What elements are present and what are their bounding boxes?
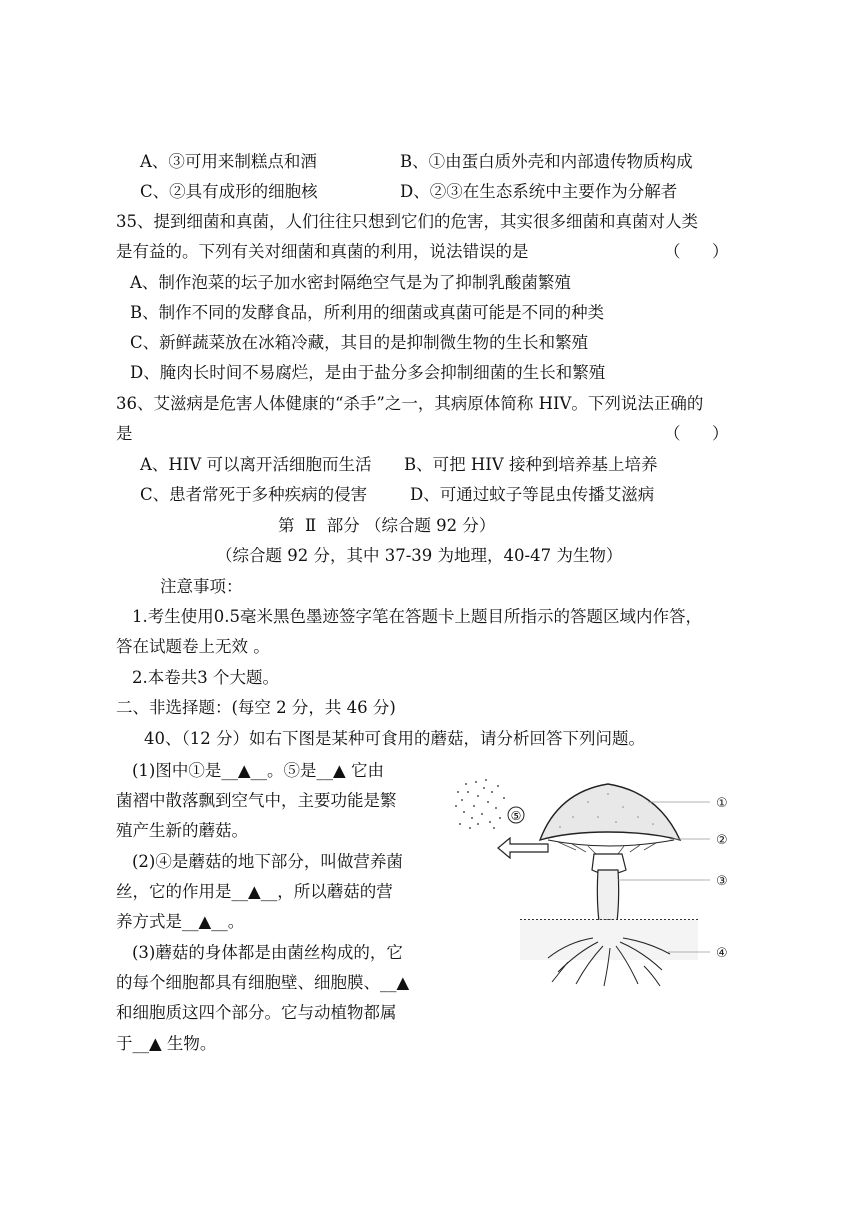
label-1: ① [716, 796, 728, 811]
label-5: ⑤ [510, 809, 522, 823]
notice-1-line1: 1.考生使用0.5毫米黑色墨迹签字笔在答题卡上题目所指示的答题区域内作答， [132, 607, 702, 626]
notice-heading: 注意事项： [160, 577, 243, 596]
part2-subtitle: （综合题 92 分，其中 37-39 为地理，40-47 为生物） [216, 546, 623, 565]
section-heading: 二、非选择题：(每空 2 分，共 46 分) [116, 698, 396, 717]
q40-p2-line3: 养方式是__▲__。 [116, 912, 245, 931]
label-2: ② [716, 833, 728, 848]
q40-p3-line4: 于__▲ 生物。 [116, 1034, 217, 1053]
q36-option-d: D、可通过蚊子等昆虫传播艾滋病 [410, 485, 655, 504]
q36-option-c: C、患者常死于多种疾病的侵害 [140, 485, 368, 504]
part2-title: 第 Ⅱ 部分 （综合题 92 分） [278, 516, 496, 535]
q40-p2-line1: (2)④是蘑菇的地下部分，叫做营养菌 [132, 852, 403, 871]
q40-p3-line1: (3)蘑菇的身体都是由菌丝构成的，它 [132, 943, 403, 962]
mushroom-diagram [448, 762, 748, 992]
q40-p2-line2: 丝，它的作用是__▲__，所以蘑菇的营 [116, 882, 393, 901]
mushroom-figure [448, 762, 748, 992]
q35-answer-paren: （ ） [664, 242, 729, 261]
q40-p1-line3: 殖产生新的蘑菇。 [116, 821, 248, 840]
notice-2: 2.本卷共3 个大题。 [132, 668, 279, 687]
q34-option-a: A、③可用来制糕点和酒 [140, 152, 317, 171]
q35-stem-line1: 35、提到细菌和真菌，人们往往只想到它们的危害，其实很多细菌和真菌对人类 [116, 212, 698, 231]
q35-option-b: B、制作不同的发酵食品，所利用的细菌或真菌可能是不同的种类 [130, 303, 605, 322]
q35-option-a: A、制作泡菜的坛子加水密封隔绝空气是为了抑制乳酸菌繁殖 [130, 273, 571, 292]
q34-option-c: C、②具有成形的细胞核 [140, 182, 318, 201]
q40-p3-line3: 和细胞质这四个部分。它与动植物都属 [116, 1003, 397, 1022]
label-4: ④ [716, 946, 728, 961]
q36-answer-paren: （ ） [664, 424, 729, 443]
q35-stem-line2: 是有益的。下列有关对细菌和真菌的利用，说法错误的是 [116, 242, 529, 261]
q36-option-b: B、可把 HIV 接种到培养基上培养 [404, 455, 658, 474]
q40-p3-line2: 的每个细胞都具有细胞壁、细胞膜、__▲ [116, 973, 410, 992]
q40-p1-line2: 菌褶中散落飘到空气中，主要功能是繁 [116, 791, 397, 810]
label-3: ③ [716, 874, 728, 889]
q36-option-a: A、HIV 可以离开活细胞而生活 [140, 455, 372, 474]
notice-1-line2: 答在试题卷上无效 。 [116, 637, 270, 656]
spore-arrow [498, 838, 548, 858]
q34-option-d: D、②③在生态系统中主要作为分解者 [400, 182, 678, 201]
q36-stem-line1: 36、艾滋病是危害人体健康的“杀手”之一，其病原体简称 HIV。下列说法正确的 [116, 394, 704, 413]
q40-p1-line1: (1)图中①是__▲__。⑤是__▲ 它由 [132, 761, 384, 780]
q35-option-c: C、新鲜蔬菜放在冰箱冷藏，其目的是抑制微生物的生长和繁殖 [130, 333, 589, 352]
q40-stem: 40、（12 分）如右下图是某种可食用的蘑菇，请分析回答下列问题。 [144, 729, 645, 748]
spore-cloud [455, 779, 505, 829]
q35-option-d: D、腌肉长时间不易腐烂，是由于盐分多会抑制细菌的生长和繁殖 [130, 363, 606, 382]
mushroom-cap [540, 784, 680, 840]
q34-option-b: B、①由蛋白质外壳和内部遗传物质构成 [400, 152, 693, 171]
q36-stem-line2: 是 [116, 424, 133, 443]
